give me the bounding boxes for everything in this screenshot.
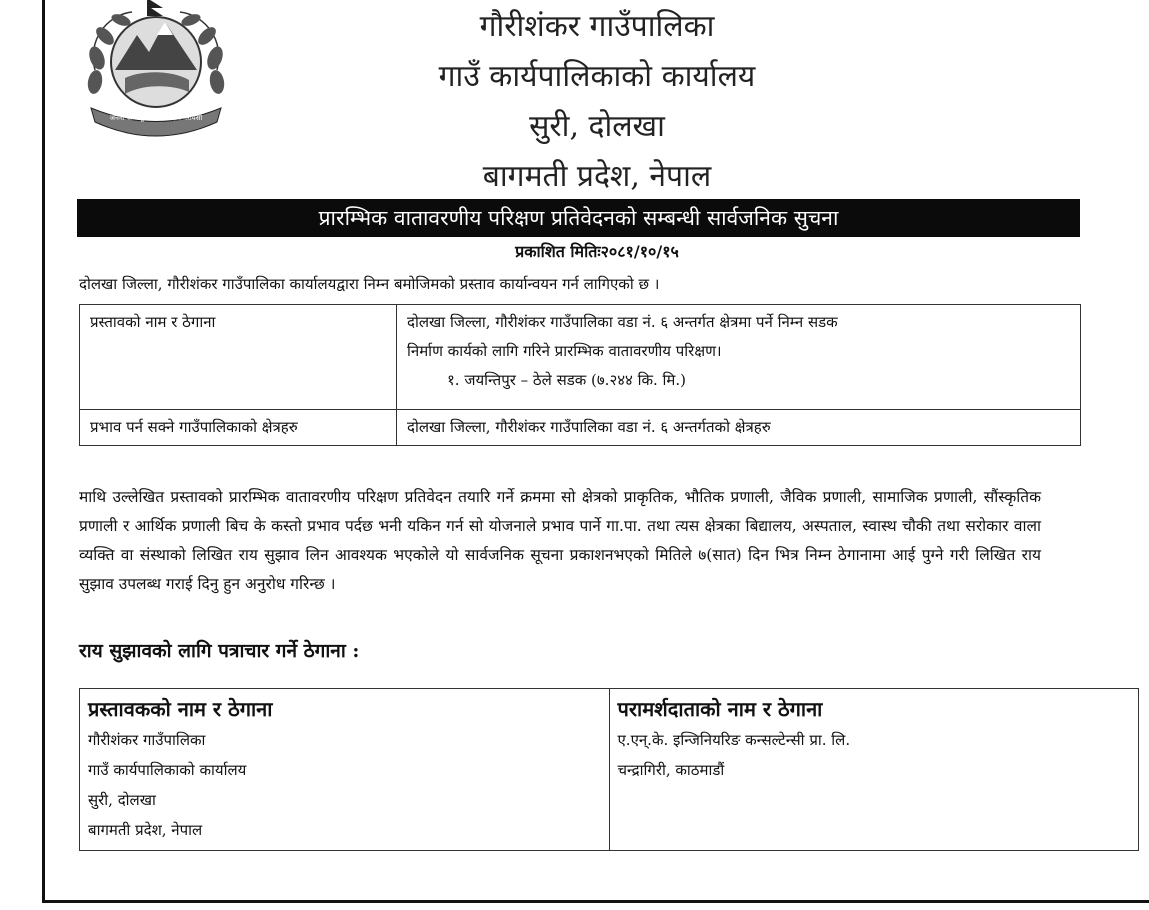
municipality-name: गौरीशंकर गाउँपालिका <box>479 9 715 44</box>
proposal-name-value <box>397 305 1081 410</box>
proponent-line: गौरीशंकर गाउँपालिका <box>88 731 206 749</box>
office-header <box>45 2 1149 202</box>
table-row <box>80 410 1081 446</box>
contact-heading: राय सुझावको लागि पत्राचार गर्ने ठेगाना : <box>79 640 360 662</box>
office-name: गाउँ कार्यपालिकाको कार्यालय <box>438 59 756 94</box>
consultant-line: चन्द्रागिरी, काठमाडौं <box>617 761 725 779</box>
proponent-line: बागमती प्रदेश, नेपाल <box>88 821 203 839</box>
proponent-heading: प्रस्तावकको नाम र ठेगाना <box>88 697 273 721</box>
proposal-line: दोलखा जिल्ला, गौरीशंकर गाउँपालिका वडा नं. ६ अन्तर्गत क्षेत्रमा पर्ने निम्न सडक <box>407 313 838 331</box>
proponent-cell <box>80 689 610 851</box>
table-row <box>80 689 1139 851</box>
notice-title-banner: प्रारम्भिक वातावरणीय परिक्षण प्रतिवेदनको सम्बन्धी सार्वजनिक सुचना <box>77 199 1080 237</box>
proposal-name-label: प्रस्तावको नाम र ठेगाना <box>80 305 397 410</box>
proponent-line: गाउँ कार्यपालिकाको कार्यालय <box>88 761 247 779</box>
notice-page <box>42 0 1149 903</box>
contacts-table <box>79 688 1139 851</box>
consultant-heading: परामर्शदाताको नाम र ठेगाना <box>617 697 823 721</box>
intro-text: दोलखा जिल्ला, गौरीशंकर गाउँपालिका कार्यालयद्वारा निम्न बमोजिमको प्रस्ताव कार्यान्वयन गर्न लागिएको छ । <box>79 275 660 293</box>
consultant-line: ए.एन्.के. इन्जिनियरिङ कन्सल्टेन्सी प्रा. लि. <box>617 731 851 749</box>
table-row <box>80 305 1081 410</box>
consultant-cell <box>609 689 1139 851</box>
notice-paragraph: माथि उल्लेखित प्रस्तावको प्रारम्भिक वातावरणीय परिक्षण प्रतिवेदन तयारि गर्ने क्रममा सो क्षेत्रको प्राकृतिक, भौतिक प्रणाली, जैविक प्रणाली, सामाजिक प्रणाली, सौंस्कृतिक प्रणाली र आर्थिक प्रणाली बिच के कस्तो प्रभाव पर्दछ भनी यकिन गर्न सो योजनाले प्रभाव पार्ने गा.पा. तथा त्यस क्षेत्रका बिद्यालय, अस्पताल, स्वास्थ चौकी तथा सरोकार वाला व्यक्ति वा संस्थाको लिखित राय सुझाव लिन आवश्यक भएकोले यो सार्वजनिक सूचना प्रकाशनभएको मितिले ७(सात) दिन भित्र निम्न ठेगानामा आई पुग्ने गरी लिखित राय सुझाव उपलब्ध गराई दिनु हुन अनुरोध गरिन्छ । <box>79 488 1041 593</box>
affected-area-value: दोलखा जिल्ला, गौरीशंकर गाउँपालिका वडा नं. ६ अन्तर्गतको क्षेत्रहरु <box>397 410 1081 446</box>
road-item: १. जयन्तिपुर – ठेले सडक (७.२४४ कि. मि.) <box>447 371 687 389</box>
proponent-line: सुरी, दोलखा <box>88 791 156 809</box>
affected-area-label: प्रभाव पर्न सक्ने गाउँपालिकाको क्षेत्रहरु <box>80 410 397 446</box>
province-country: बागमती प्रदेश, नेपाल <box>482 159 712 194</box>
office-location: सुरी, दोलखा <box>529 109 665 144</box>
proposal-line: निर्माण कार्यको लागि गरिने प्रारम्भिक वातावरणीय परिक्षण। <box>407 342 722 360</box>
emblem-motto: जननी जन्मभूमिश्च स्वर्गादपि गरीयसी <box>109 114 203 122</box>
published-date: प्रकाशित मितिः२०८१/१०/१५ <box>515 242 679 261</box>
proposal-table <box>79 304 1081 446</box>
